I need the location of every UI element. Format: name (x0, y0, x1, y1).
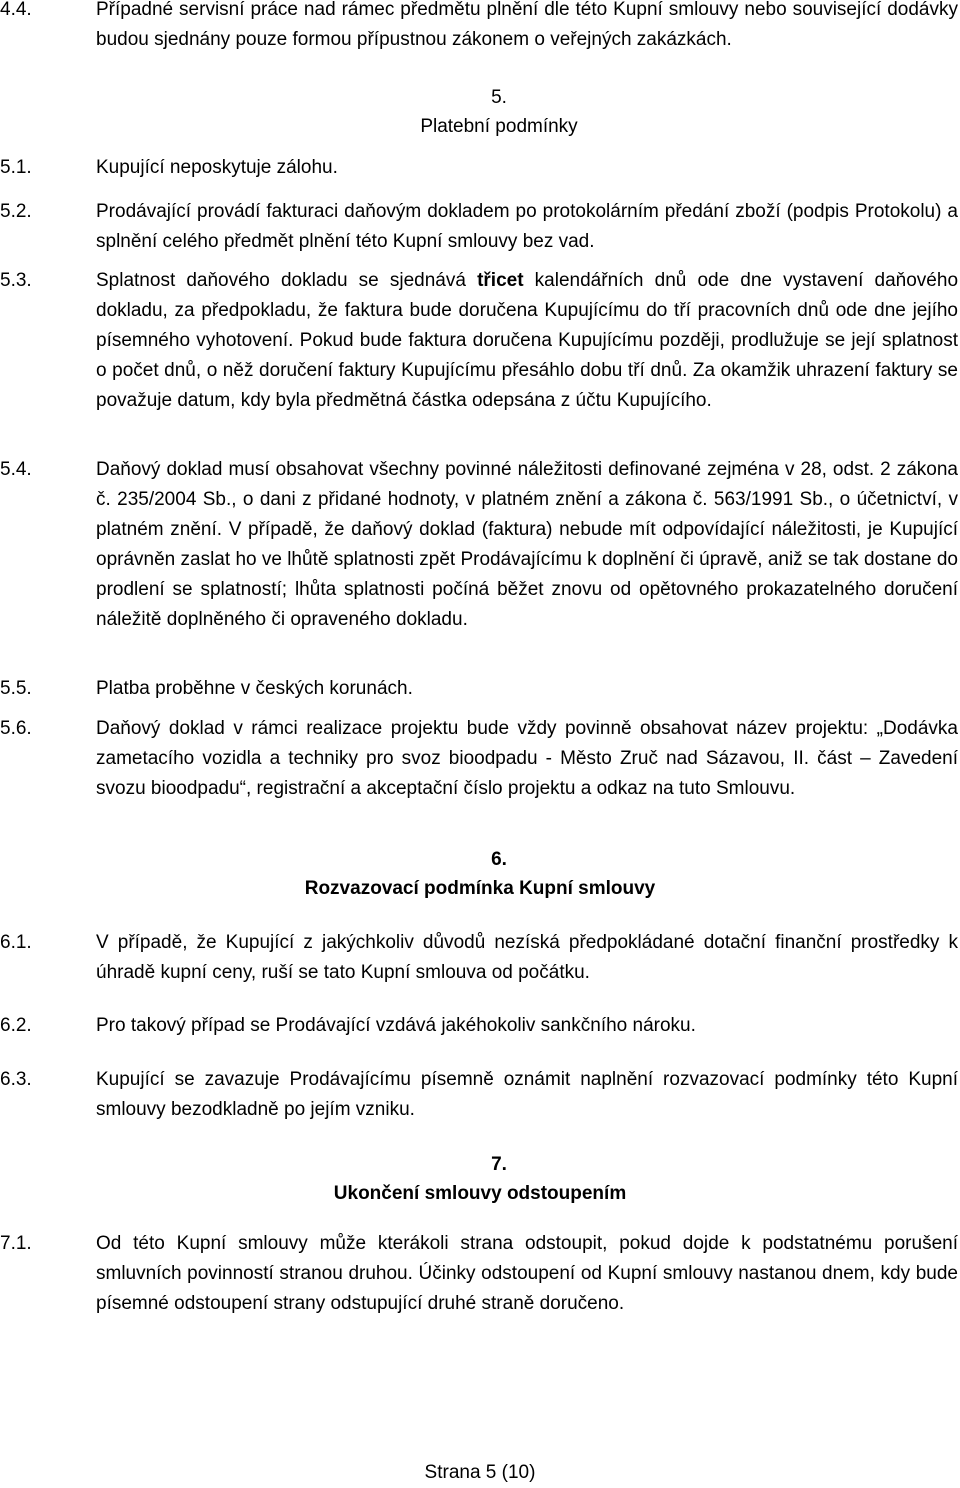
clause-text-part: Splatnost daňového dokladu se sjednává (96, 270, 478, 291)
clause-text: Daňový doklad musí obsahovat všechny povinné náležitosti definované zejména v 28, odst. 2 zákona č. 235/2004 Sb., o dani z přidané hodnoty, v platném znění a zákona č. 563/1991 Sb., o účetnictví, v platném znění. V případě, že daňový doklad (faktura) nebude mít odpovídající náležitosti, je Kupující oprávněn zaslat ho ve lhůtě splatnosti zpět Prodávajícímu k doplnění či úpravě, aniž se tak dostane do prodlení se splatností; lhůta splatnosti počíná běžet znovu od opětovného prokazatelného doručení náležitě doplněného či opraveného dokladu. (96, 459, 958, 630)
clause-7-1 (0, 1229, 958, 1319)
clause-text: Platba proběhne v českých korunách. (96, 678, 413, 699)
clause-6-2 (0, 1011, 958, 1041)
section-6-number: 6. (491, 849, 507, 870)
section-7-number: 7. (491, 1154, 507, 1175)
clause-text: Prodávající provádí fakturaci daňovým dokladem po protokolárním předání zboží (podpis Protokolu) a splnění celého předmět plnění této Kupní smlouvy bez vad. (96, 201, 958, 252)
clause-text-part: kalendářních dnů ode dne vystavení daňového dokladu, za předpokladu, že faktura bude doručena Kupujícímu do tří pracovních dnů ode dne jejího písemného vyhotovení. Pokud bude faktura doručena Kupujícímu později, prodlužuje se její splatnost o počet dnů, o něž doručení faktury Kupujícímu přesáhlo dobu tří dnů. Za okamžik uhrazení faktury se považuje datum, kdy byla předmětná částka odepsána z účtu Kupujícího. (96, 270, 959, 411)
section-5-title: Platební podmínky (420, 116, 578, 137)
section-7-title: Ukončení smlouvy odstoupením (333, 1183, 627, 1204)
clause-number: 5.3. (0, 270, 32, 291)
clause-text: Pro takový případ se Prodávající vzdává jakéhokoliv sankčního nároku. (96, 1015, 696, 1036)
clause-5-5 (0, 674, 958, 704)
clause-number: 5.4. (0, 459, 32, 480)
clause-number: 6.3. (0, 1069, 32, 1090)
clause-text: Kupující se zavazuje Prodávajícímu písemně oznámit naplnění rozvazovací podmínky této Kupní smlouvy bezodkladně po jejím vzniku. (96, 1069, 958, 1120)
clause-5-1 (0, 153, 958, 183)
clause-5-4 (0, 455, 958, 635)
section-5-number: 5. (491, 87, 507, 108)
clause-5-3 (0, 266, 958, 416)
clause-number: 7.1. (0, 1233, 32, 1254)
clause-number: 5.1. (0, 157, 32, 178)
clause-5-2 (0, 197, 958, 257)
clause-number: 5.2. (0, 201, 32, 222)
clause-number: 6.2. (0, 1015, 32, 1036)
clause-number: 4.4. (0, 0, 32, 20)
clause-6-3 (0, 1065, 958, 1125)
clause-text: Kupující neposkytuje zálohu. (96, 157, 338, 178)
page-number: Strana 5 (10) (424, 1462, 536, 1483)
clause-4-4 (0, 0, 958, 55)
clause-text: Daňový doklad v rámci realizace projektu bude vždy povinně obsahovat název projektu: „Dodávka zametacího vozidla a techniky pro svoz bioodpadu - Město Zruč nad Sázavou, II. část – Zavedení svozu bioodpadu“, registrační a akceptační číslo projektu a odkaz na tuto Smlouvu. (96, 718, 958, 799)
clause-text: Od této Kupní smlouvy může kterákoli strana odstoupit, pokud dojde k podstatnému porušení smluvních povinností stranou druhou. Účinky odstoupení od Kupní smlouvy nastanou dnem, kdy bude písemné odstoupení strany odstupující druhé straně doručeno. (96, 1233, 958, 1314)
clause-5-6 (0, 714, 958, 804)
clause-number: 5.6. (0, 718, 32, 739)
clause-text: V případě, že Kupující z jakýchkoliv důvodů nezíská předpokládané dotační finanční prostředky k úhradě kupní ceny, ruší se tato Kupní smlouva od počátku. (96, 932, 958, 983)
clause-text: Případné servisní práce nad rámec předmětu plnění dle této Kupní smlouvy nebo související dodávky budou sjednány pouze formou přípustnou zákonem o veřejných zakázkách. (96, 0, 958, 50)
clause-number: 5.5. (0, 678, 32, 699)
section-6-title: Rozvazovací podmínka Kupní smlouvy (304, 878, 656, 899)
clause-number: 6.1. (0, 932, 32, 953)
clause-text (96, 266, 958, 416)
bold-term: třicet (477, 270, 524, 291)
clause-6-1 (0, 928, 958, 988)
